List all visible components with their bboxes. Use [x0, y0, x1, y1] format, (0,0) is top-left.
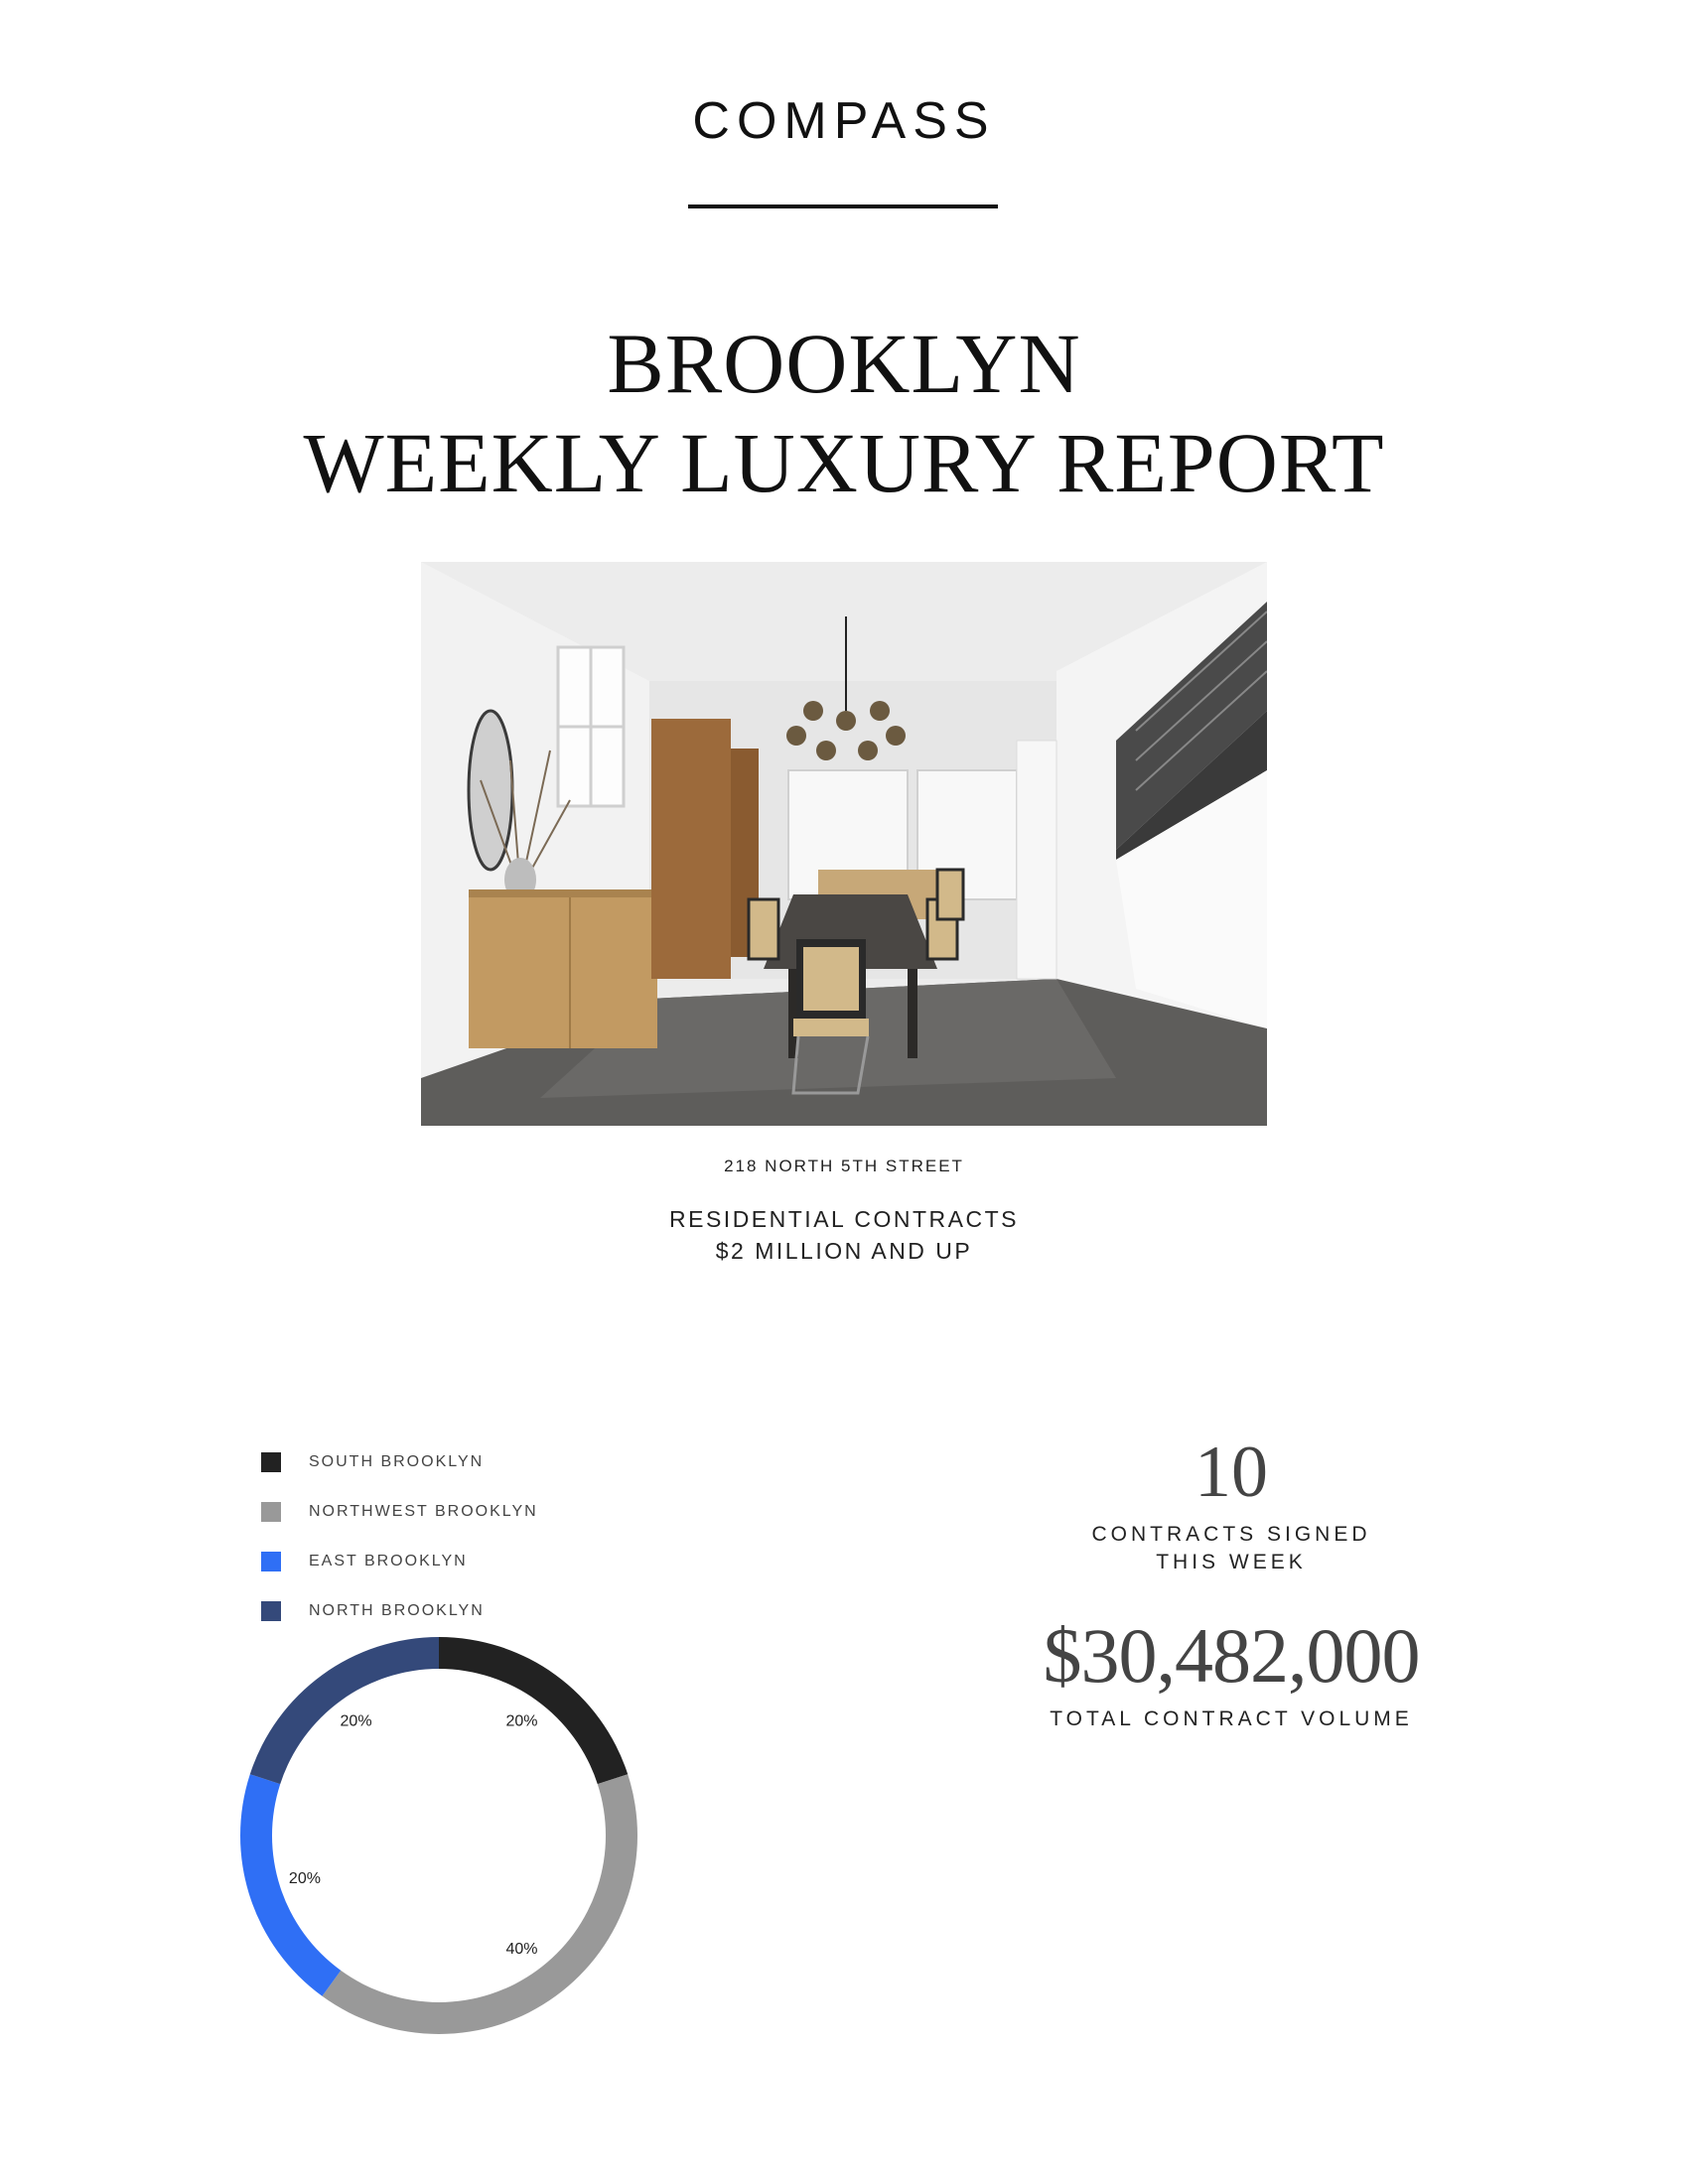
contracts-label-line1: CONTRACTS SIGNED [1091, 1523, 1371, 1546]
contracts-count: 10 [1195, 1432, 1268, 1513]
legend-label: NORTHWEST BROOKLYN [309, 1503, 538, 1520]
report-title-line1: BROOKLYN [607, 316, 1081, 411]
legend-item [261, 1437, 538, 1487]
legend-swatch [261, 1552, 281, 1571]
legend-item [261, 1487, 538, 1537]
total-volume-label: TOTAL CONTRACT VOLUME [1050, 1707, 1413, 1730]
logo-divider [688, 205, 998, 208]
report-subtitle [0, 1203, 1688, 1267]
property-caption: 218 NORTH 5TH STREET [724, 1157, 964, 1175]
legend-label: EAST BROOKLYN [309, 1553, 468, 1570]
legend-label: SOUTH BROOKLYN [309, 1453, 485, 1470]
contracts-label-line2: THIS WEEK [1156, 1551, 1307, 1573]
donut-chart [234, 1631, 643, 2040]
dining-room-illustration [421, 562, 1267, 1126]
legend-swatch [261, 1452, 281, 1472]
donut-slice-label: 20% [505, 1712, 538, 1730]
report-title [0, 314, 1688, 512]
subtitle-line2: $2 MILLION AND UP [715, 1238, 973, 1264]
featured-property-photo [421, 562, 1267, 1126]
contracts-count-label [993, 1521, 1470, 1576]
donut-slice-label: 20% [340, 1712, 372, 1730]
legend-swatch [261, 1601, 281, 1621]
legend-label: NORTH BROOKLYN [309, 1602, 485, 1619]
donut-slice-label: 20% [288, 1870, 321, 1888]
donut-slice-label: 40% [505, 1941, 538, 1959]
subtitle-line1: RESIDENTIAL CONTRACTS [669, 1206, 1019, 1232]
total-volume: $30,482,000 [1043, 1612, 1420, 1699]
donut-slice [439, 1637, 628, 1784]
legend-swatch [261, 1502, 281, 1522]
donut-slice [250, 1637, 439, 1784]
donut-slice [322, 1774, 637, 2034]
report-title-line2: WEEKLY LUXURY REPORT [303, 415, 1385, 510]
chart-legend [261, 1437, 538, 1636]
legend-item [261, 1586, 538, 1636]
compass-logo: COMPASS [692, 92, 996, 150]
legend-item [261, 1537, 538, 1586]
